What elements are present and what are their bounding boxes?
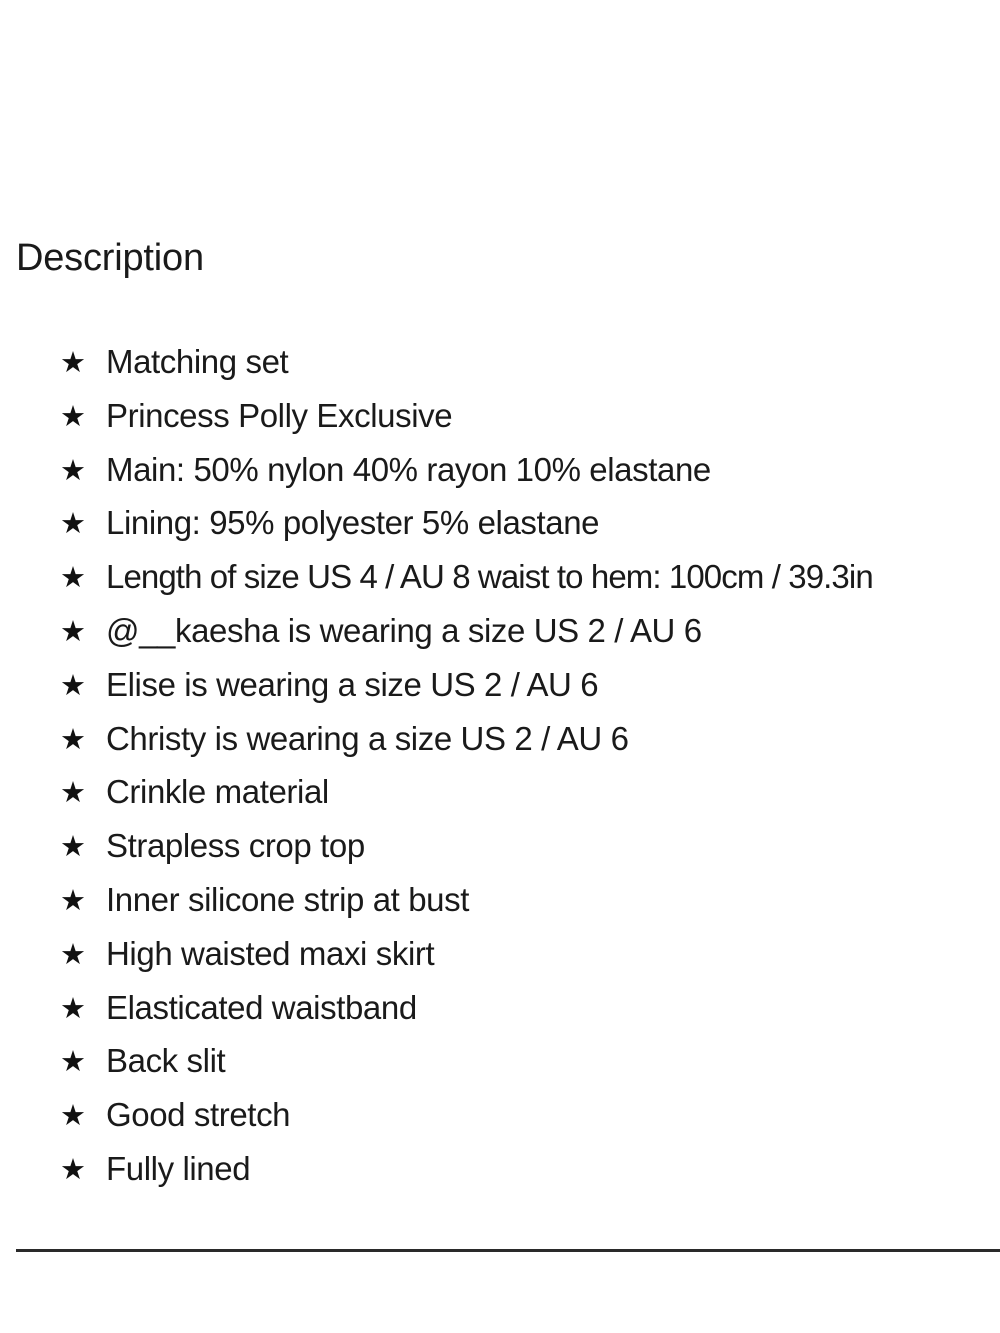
list-item-text: Strapless crop top xyxy=(106,827,365,865)
list-item-text: @__kaesha is wearing a size US 2 / AU 6 xyxy=(106,611,702,649)
list-item xyxy=(0,1142,1000,1196)
list-item-text: Elise is wearing a size US 2 / AU 6 xyxy=(106,665,599,703)
list-item-text: Inner silicone strip at bust xyxy=(106,880,469,918)
list-item-text: High waisted maxi skirt xyxy=(106,934,435,972)
list-item xyxy=(0,981,1000,1035)
list-item-text: Matching set xyxy=(106,343,289,380)
list-item xyxy=(0,443,1000,497)
star-icon: ★ xyxy=(60,613,86,648)
list-item-text: Good stretch xyxy=(106,1096,291,1134)
divider xyxy=(16,1249,1000,1252)
list-item xyxy=(0,712,1000,766)
list-item xyxy=(0,335,1000,389)
list-item xyxy=(0,496,1000,550)
description-list xyxy=(0,335,1000,1196)
list-item-text: Main: 50% nylon 40% rayon 10% elastane xyxy=(106,450,711,488)
list-item xyxy=(0,1034,1000,1088)
star-icon: ★ xyxy=(60,667,86,702)
list-item-text: Princess Polly Exclusive xyxy=(106,396,453,434)
list-item xyxy=(0,927,1000,981)
list-item-text: Crinkle material xyxy=(106,773,329,811)
list-item xyxy=(0,1088,1000,1142)
list-item-text: Elasticated waistband xyxy=(106,988,417,1026)
star-icon: ★ xyxy=(60,506,86,541)
star-icon: ★ xyxy=(60,560,86,595)
list-item xyxy=(0,550,1000,604)
list-item-text: Back slit xyxy=(106,1042,226,1080)
list-item xyxy=(0,873,1000,927)
list-item xyxy=(0,389,1000,443)
section-title: Description xyxy=(16,237,204,279)
star-icon: ★ xyxy=(60,1098,86,1133)
star-icon: ★ xyxy=(60,1044,86,1079)
list-item xyxy=(0,765,1000,819)
star-icon: ★ xyxy=(60,398,86,433)
star-icon: ★ xyxy=(60,990,86,1025)
star-icon: ★ xyxy=(60,882,86,917)
list-item xyxy=(0,604,1000,658)
star-icon: ★ xyxy=(60,721,86,756)
list-item-text: Christy is wearing a size US 2 / AU 6 xyxy=(106,719,629,757)
star-icon: ★ xyxy=(60,1151,86,1186)
star-icon: ★ xyxy=(60,775,86,810)
list-item-text: Length of size US 4 / AU 8 waist to hem: 100cm / 39.3in xyxy=(106,558,873,596)
list-item xyxy=(0,658,1000,712)
list-item-text: Fully lined xyxy=(106,1149,251,1187)
list-item-text: Lining: 95% polyester 5% elastane xyxy=(106,504,600,542)
star-icon: ★ xyxy=(60,829,86,864)
star-icon: ★ xyxy=(60,345,86,379)
star-icon: ★ xyxy=(60,936,86,971)
list-item xyxy=(0,819,1000,873)
star-icon: ★ xyxy=(60,452,86,487)
